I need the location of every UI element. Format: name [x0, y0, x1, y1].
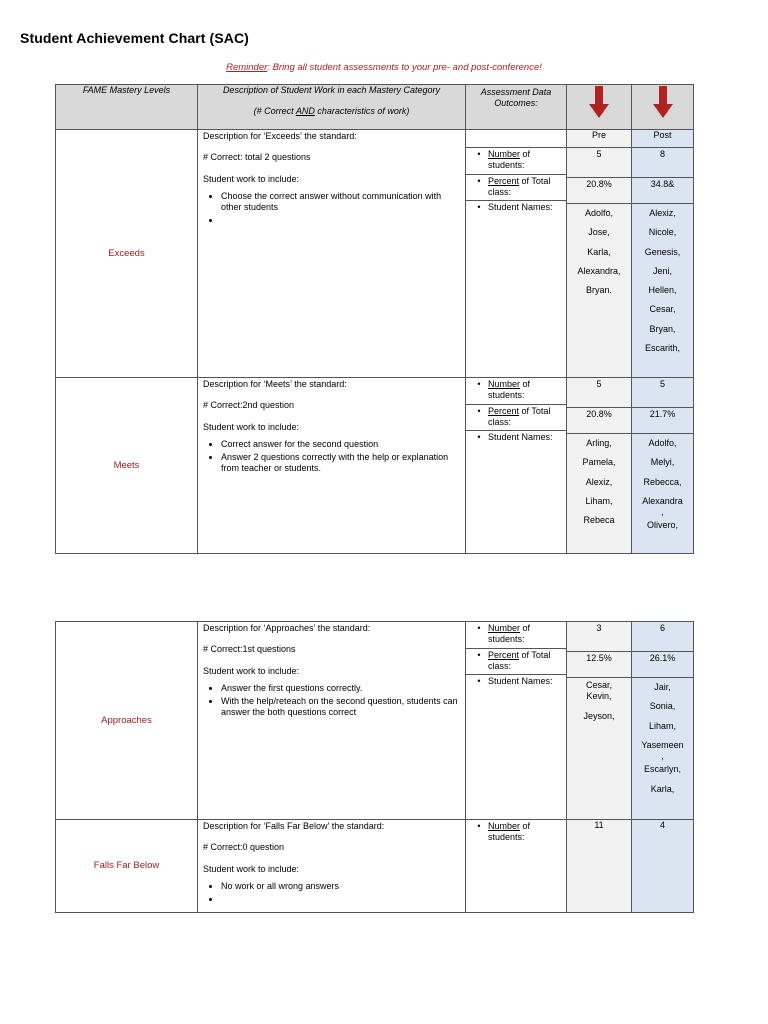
- number-label: • Number of students:: [466, 622, 566, 649]
- desc-bullets: [203, 191, 460, 227]
- number-rest: of students:: [488, 379, 531, 401]
- header-row: [56, 85, 694, 130]
- number-word: Number: [488, 623, 521, 633]
- student-name: Alexiz,: [649, 208, 676, 218]
- student-name: Liham,: [648, 720, 676, 731]
- names-word: Student Names:: [488, 202, 553, 212]
- header-desc-and: AND: [295, 106, 315, 117]
- desc-include: Student work to include:: [203, 173, 300, 184]
- number-word: Number: [488, 149, 521, 159]
- desc-correct: # Correct: total 2 questions: [203, 152, 311, 163]
- student-name: Yasemeen: [641, 739, 684, 750]
- pre-number: 11: [567, 820, 632, 913]
- names-word: Student Names:: [488, 432, 553, 442]
- student-name: Cesar,: [585, 680, 612, 690]
- outcome-labels-approaches: [466, 622, 567, 820]
- desc-title: Description for ‘Falls Far Below’ the standard:: [203, 821, 385, 831]
- number-rest: of students:: [488, 821, 531, 843]
- names-label: • Student Names:: [477, 432, 553, 442]
- percent-label: • Percent of Total class:: [466, 405, 566, 432]
- header-post-arrow-cell: [632, 85, 694, 130]
- achievement-table-bottom: [55, 621, 694, 913]
- reminder-label: Reminder: [226, 62, 268, 73]
- post-number: 6: [632, 622, 693, 652]
- percent-word: Percent: [488, 175, 520, 186]
- header-desc-part-a: (# Correct: [253, 106, 296, 117]
- student-name: Melyi,: [650, 457, 675, 468]
- post-percent: 26.1%: [632, 652, 693, 678]
- percent-label: • Percent of Total class:: [466, 175, 566, 202]
- desc-include: Student work to include:: [203, 665, 300, 676]
- desc-approaches: [198, 622, 466, 820]
- percent-label: • Percent of Total class:: [466, 649, 566, 676]
- pre-values-approaches: [567, 622, 632, 820]
- number-label: • Number of students:: [477, 821, 531, 843]
- post-values-approaches: [632, 622, 694, 820]
- post-values-meets: [632, 378, 694, 554]
- bullet-item: [221, 215, 460, 226]
- student-name: Pamela,: [582, 457, 616, 468]
- student-name: Olivero,: [646, 520, 678, 531]
- pre-values-meets: [567, 378, 632, 554]
- percent-rest: of Total class:: [488, 405, 551, 427]
- bullet-item: • Answer 2 questions correctly with the help or explanation from teacher or students.: [221, 452, 460, 475]
- pre-values-exceeds: [567, 148, 632, 378]
- bullet-item: • Correct answer for the second question: [221, 439, 460, 450]
- names-label: • Student Names:: [477, 202, 553, 212]
- level-approaches: Approaches: [56, 622, 198, 820]
- desc-title: Description for ‘Approaches’ the standard:: [203, 623, 371, 633]
- student-name: Karla,: [650, 783, 675, 794]
- student-name: Bryan,: [649, 323, 676, 334]
- desc-correct: # Correct:0 question: [203, 842, 285, 853]
- falls-far-below-row: [56, 820, 694, 913]
- percent-word: Percent: [488, 405, 520, 416]
- desc-falls-far-below: [198, 820, 466, 913]
- header-levels: FAME Mastery Levels: [56, 85, 198, 130]
- post-header: Post: [632, 130, 694, 148]
- student-name: Escarlyn,: [643, 764, 681, 775]
- desc-correct: # Correct:1st questions: [203, 644, 296, 655]
- student-name: Hellen,: [648, 285, 677, 295]
- student-name: Alexandra,: [577, 265, 621, 276]
- number-rest: of students:: [488, 149, 531, 171]
- percent-word: Percent: [488, 649, 520, 660]
- pre-number: 3: [567, 622, 631, 652]
- student-name: Liham,: [585, 495, 613, 506]
- student-name: Escarith,: [644, 342, 680, 353]
- number-word: Number: [488, 379, 521, 389]
- reminder-note: [0, 62, 768, 73]
- number-label: • Number of students:: [466, 378, 566, 405]
- pre-names: [567, 678, 631, 722]
- bullet-item: • Answer the first questions correctly.: [221, 683, 460, 694]
- names-word: Student Names:: [488, 676, 553, 686]
- desc-correct: # Correct:2nd question: [203, 400, 295, 411]
- reminder-text: : Bring all student assessments to your pre- and post-conference!: [267, 62, 542, 73]
- header-outcomes: Assessment Data Outcomes:: [466, 85, 567, 130]
- student-name: Cesar,: [649, 304, 676, 315]
- student-name: ,: [661, 507, 664, 517]
- student-name: Jeni,: [652, 265, 672, 276]
- number-label: • Number of students:: [466, 148, 566, 175]
- desc-bullets: [203, 439, 460, 475]
- post-number: 4: [632, 820, 694, 913]
- post-number: 5: [632, 378, 693, 408]
- pre-header: Pre: [567, 130, 632, 148]
- pre-percent: 20.8%: [567, 178, 631, 204]
- desc-bullets: [203, 683, 460, 719]
- percent-rest: of Total class:: [488, 175, 551, 197]
- bullet-item: • With the help/reteach on the second question, students can answer the both questions correct: [221, 696, 460, 719]
- approaches-row: [56, 622, 694, 820]
- level-meets: Meets: [56, 378, 198, 554]
- pre-percent: 12.5%: [567, 652, 631, 678]
- desc-title: Description for ‘Exceeds’ the standard:: [203, 131, 357, 141]
- student-name: Sonia,: [649, 701, 676, 712]
- post-percent: 34.8&: [632, 178, 693, 204]
- pre-number: 5: [567, 378, 631, 408]
- desc-title: Description for ‘Meets’ the standard:: [203, 379, 347, 389]
- header-desc-line1: Description of Student Work in each Mastery Category: [222, 85, 441, 95]
- achievement-table-top: [55, 84, 694, 554]
- header-desc-part-b: characteristics of work): [314, 106, 410, 117]
- desc-bullets: [203, 881, 460, 906]
- student-name: Kevin,: [586, 691, 612, 702]
- meets-row: [56, 378, 694, 554]
- post-names: [632, 204, 693, 354]
- student-name: Karla,: [587, 246, 611, 257]
- desc-meets: [198, 378, 466, 554]
- pre-percent: 20.8%: [567, 408, 631, 434]
- student-name: Jair,: [654, 682, 671, 692]
- level-exceeds: Exceeds: [56, 130, 198, 378]
- student-name: Rebeca: [583, 515, 615, 525]
- pre-names: [567, 204, 631, 296]
- bullet-item: • Choose the correct answer without communication with other students: [221, 191, 460, 214]
- pre-names: [567, 434, 631, 526]
- post-number: 8: [632, 148, 693, 178]
- student-name: Genesis,: [644, 246, 681, 257]
- bullet-item: • No work or all wrong answers: [221, 881, 460, 892]
- arrow-down-icon: [653, 85, 673, 119]
- student-name: Jose,: [588, 227, 610, 238]
- post-values-exceeds: [632, 148, 694, 378]
- number-rest: of students:: [488, 623, 531, 645]
- number-word: Number: [488, 821, 521, 831]
- student-name: Jeyson,: [583, 710, 615, 721]
- arrow-down-icon: [589, 85, 609, 119]
- names-label: • Student Names:: [477, 676, 553, 686]
- student-name: Bryan.: [585, 285, 612, 295]
- exceeds-head-row: [56, 130, 694, 148]
- desc-include: Student work to include:: [203, 863, 300, 874]
- post-names: [632, 678, 693, 795]
- header-pre-arrow-cell: [567, 85, 632, 130]
- pre-number: 5: [567, 148, 631, 178]
- student-name: Adolfo,: [584, 208, 614, 218]
- post-names: [632, 434, 693, 532]
- desc-exceeds: [198, 130, 466, 378]
- percent-rest: of Total class:: [488, 649, 551, 671]
- desc-include: Student work to include:: [203, 421, 300, 432]
- header-description: [198, 85, 466, 130]
- student-name: ,: [661, 751, 664, 761]
- student-name: Arling,: [586, 438, 612, 448]
- page-title: Student Achievement Chart (SAC): [20, 30, 249, 46]
- student-name: Alexiz,: [585, 476, 613, 487]
- student-name: Alexandra: [642, 495, 683, 506]
- header-desc-line2: [198, 106, 465, 117]
- outcome-labels-exceeds: [466, 148, 567, 378]
- outcome-head-spacer: [466, 130, 567, 148]
- level-falls-far-below: Falls Far Below: [56, 820, 198, 913]
- post-percent: 21.7%: [632, 408, 693, 434]
- bullet-item: [221, 894, 460, 905]
- student-name: Nicole,: [648, 227, 677, 238]
- student-name: Adolfo,: [648, 438, 677, 448]
- student-name: Rebecca,: [643, 476, 682, 487]
- outcome-labels-falls-far-below: [466, 820, 567, 913]
- outcome-labels-meets: [466, 378, 567, 554]
